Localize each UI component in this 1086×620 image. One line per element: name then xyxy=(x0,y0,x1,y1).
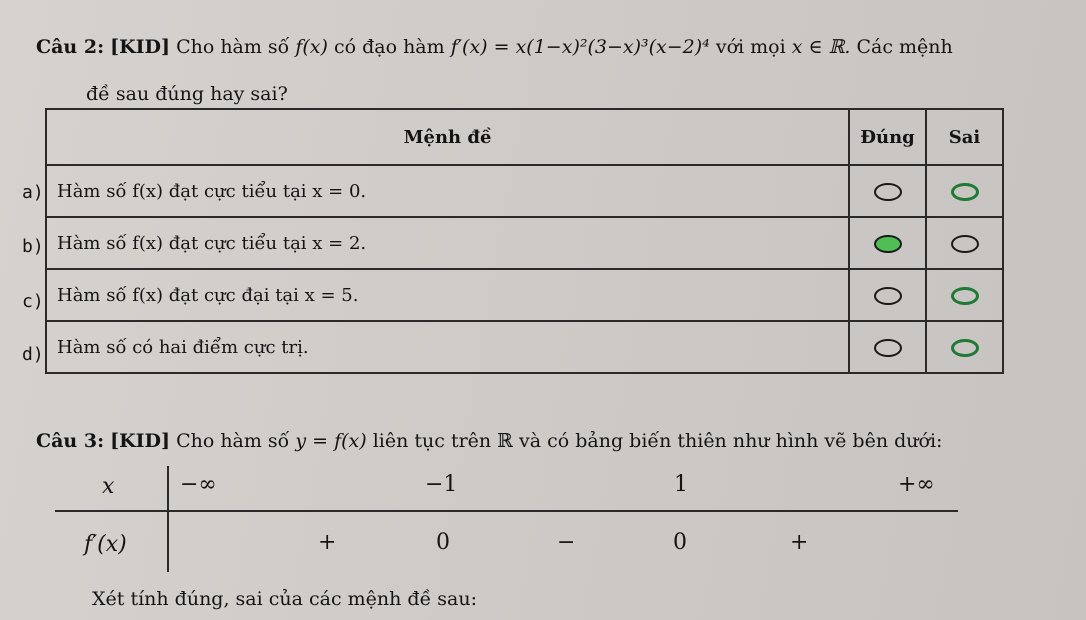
question-2-text-3: với mọi xyxy=(715,36,786,58)
question-2-domain: x ∈ ℝ. xyxy=(791,36,851,58)
table-row xyxy=(46,217,1003,269)
vt-x-pos-inf: +∞ xyxy=(898,472,935,497)
question-3-head: Câu 3: xyxy=(36,430,105,452)
vt-x-1: 1 xyxy=(674,472,688,497)
variation-table-hline xyxy=(55,510,958,512)
row-label-c: c) xyxy=(22,291,44,312)
question-2-line-2: đề sau đúng hay sai? xyxy=(86,83,288,105)
question-2-head: Câu 2: xyxy=(36,36,105,58)
statement-a: Hàm số f(x) đạt cực tiểu tại x = 0. xyxy=(46,165,849,217)
question-3-text-1: Cho hàm số xyxy=(176,430,290,452)
question-2-derivative: f′(x) = x(1−x)²(3−x)³(x−2)⁴ xyxy=(450,36,710,58)
header-sai: Sai xyxy=(926,109,1003,165)
radio-a-sai[interactable] xyxy=(951,183,979,201)
vt-fp-zero-2: 0 xyxy=(673,530,687,555)
radio-c-sai[interactable] xyxy=(951,287,979,305)
question-3-func: y = f(x) xyxy=(295,430,367,452)
table-row xyxy=(46,321,1003,373)
question-2-text-1: Cho hàm số xyxy=(176,36,290,58)
radio-c-dung[interactable] xyxy=(874,287,902,305)
row-label-a: a) xyxy=(22,182,44,203)
true-false-table xyxy=(45,108,1004,374)
vt-fp-sign-2: − xyxy=(557,530,576,555)
question-3-tag: [KID] xyxy=(110,430,171,452)
question-2-text-4: Các mệnh xyxy=(856,36,953,58)
question-2-fx: f(x) xyxy=(295,36,328,58)
table-header-row xyxy=(46,109,1003,165)
statement-b: Hàm số f(x) đạt cực tiểu tại x = 2. xyxy=(46,217,849,269)
question-2-line-1 xyxy=(36,36,953,58)
radio-d-dung[interactable] xyxy=(874,339,902,357)
variation-table-vline xyxy=(167,466,169,572)
radio-d-sai[interactable] xyxy=(951,339,979,357)
statement-d: Hàm số có hai điểm cực trị. xyxy=(46,321,849,373)
vt-x-minus-1: −1 xyxy=(425,472,458,497)
question-2-tag: [KID] xyxy=(110,36,171,58)
question-2-text-2: có đạo hàm xyxy=(333,36,445,58)
vt-fp-sign-3: + xyxy=(790,530,809,555)
vt-x-label: x xyxy=(102,474,115,499)
radio-b-dung[interactable] xyxy=(874,235,902,253)
table-row xyxy=(46,269,1003,321)
vt-fp-label: f′(x) xyxy=(84,532,127,557)
row-label-b: b) xyxy=(22,236,44,257)
header-dung: Đúng xyxy=(849,109,926,165)
footer-instruction: Xét tính đúng, sai của các mệnh đề sau: xyxy=(92,588,478,610)
question-3-text-2: liên tục trên ℝ và có bảng biến thiên như hình vẽ bên dưới: xyxy=(372,430,943,452)
vt-fp-sign-1: + xyxy=(318,530,337,555)
question-3-line xyxy=(36,430,942,452)
radio-a-dung[interactable] xyxy=(874,183,902,201)
vt-x-neg-inf: −∞ xyxy=(180,472,217,497)
statement-c: Hàm số f(x) đạt cực đại tại x = 5. xyxy=(46,269,849,321)
radio-b-sai[interactable] xyxy=(951,235,979,253)
table-row xyxy=(46,165,1003,217)
vt-fp-zero-1: 0 xyxy=(436,530,450,555)
row-label-d: d) xyxy=(22,344,44,365)
header-menh-de: Mệnh đề xyxy=(46,109,849,165)
